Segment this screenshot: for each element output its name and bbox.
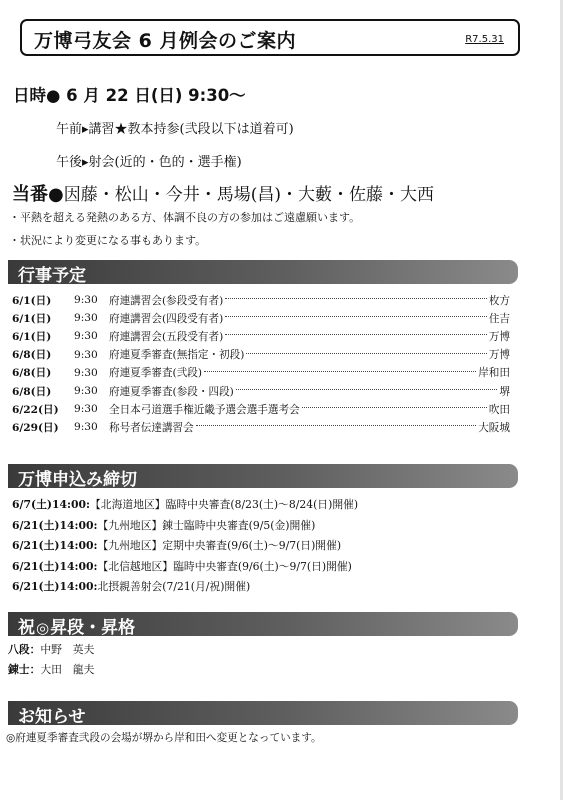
event-place: 枚方 [488, 294, 510, 307]
leader-dots [225, 316, 487, 317]
event-time: 9:30 [74, 385, 98, 397]
event-date: 6/8(日) [12, 385, 52, 398]
meeting-datetime: 日時● 6 月 22 日(日) 9:30〜 [13, 86, 246, 105]
event-place: 吹田 [488, 403, 510, 416]
event-place: 岸和田 [478, 367, 510, 380]
event-title: 府連夏季審査(参段・四段) [109, 385, 234, 398]
application-text: 【北信越地区】臨時中央審査(9/6(土)〜9/7(日)開催) [97, 559, 352, 573]
application-row [12, 579, 250, 594]
title-box [20, 19, 520, 56]
applications-section-header [8, 464, 518, 488]
event-title: 府連夏季審査(無指定・初段) [109, 349, 245, 362]
application-deadline: 6/21(土)14:00: [12, 518, 98, 532]
duty-line [12, 180, 434, 206]
event-date: 6/8(日) [12, 367, 52, 380]
promotions-heading: 祝◎昇段・昇格 [18, 618, 136, 638]
application-text: 【九州地区】錬士臨時中央審査(9/5(金)開催) [97, 518, 316, 532]
leader-dots [246, 353, 486, 354]
event-title: 全日本弓道選手権近畿予選会選手選考会 [109, 403, 300, 416]
event-time: 9:30 [74, 312, 98, 325]
event-row [12, 310, 510, 326]
application-deadline: 6/21(土)14:00: [12, 539, 98, 552]
event-row [12, 292, 510, 308]
application-row [12, 497, 358, 512]
application-text: 北摂親善射会(7/21(月/祝)開催) [97, 580, 251, 593]
promotion-rank: 八段： [8, 643, 41, 656]
event-row [12, 328, 510, 344]
events-heading: 行事予定 [18, 266, 86, 286]
duty-label: 当番● [12, 184, 64, 205]
event-title: 府連夏季審査(弐段) [109, 367, 203, 380]
promotion-row [8, 662, 94, 677]
event-title: 府連講習会(五段受有者) [109, 330, 224, 343]
event-row [12, 401, 510, 417]
applications-heading: 万博申込み締切 [18, 470, 137, 490]
application-deadline: 6/21(土)14:00: [12, 559, 98, 573]
leader-dots [204, 371, 476, 372]
application-text: 【九州地区】定期中央審査(9/6(土)〜9/7(日)開催) [97, 539, 342, 552]
event-title: 称号者伝達講習会 [109, 421, 194, 434]
celebration-ring-icon: ◎ [36, 619, 50, 637]
event-date: 6/8(日) [12, 349, 52, 362]
event-time: 9:30 [74, 294, 98, 306]
event-place: 万博 [488, 349, 510, 362]
event-row [12, 383, 510, 399]
event-row [12, 419, 510, 435]
promotion-rank: 錬士： [8, 663, 41, 676]
application-row [12, 538, 341, 553]
event-time: 9:30 [74, 348, 98, 361]
application-row [12, 559, 352, 574]
event-time: 9:30 [74, 403, 98, 416]
application-row [12, 518, 315, 533]
morning-schedule: 午前▸講習★教本持参(弐段以下は道着可) [56, 122, 294, 137]
event-place: 万博 [488, 330, 510, 343]
event-time: 9:30 [74, 366, 98, 379]
event-time: 9:30 [74, 421, 98, 434]
leader-dots [225, 298, 487, 299]
application-text: 【北海道地区】臨時中央審査(8/23(土)〜8/24(日)開催) [90, 498, 359, 511]
promotion-name: 中野 英夫 [40, 643, 95, 656]
events-section-header [8, 260, 518, 284]
event-date: 6/1(日) [12, 294, 52, 307]
event-place: 堺 [499, 385, 510, 398]
event-date: 6/1(日) [12, 330, 52, 343]
leader-dots [196, 425, 476, 426]
event-title: 府連講習会(参段受有者) [109, 294, 224, 307]
event-date: 6/1(日) [12, 312, 52, 325]
application-deadline: 6/7(土)14:00: [12, 498, 91, 511]
leader-dots [302, 407, 487, 408]
page-title: 万博弓友会 6 月例会のご案内 [34, 30, 296, 52]
event-time: 9:30 [74, 330, 98, 343]
promotions-section-header [8, 612, 518, 636]
event-date: 6/22(日) [12, 403, 59, 416]
event-row [12, 347, 510, 363]
leader-dots [225, 334, 487, 335]
application-deadline: 6/21(土)14:00: [12, 580, 98, 593]
issue-date: R7.5.31 [465, 34, 504, 45]
event-date: 6/29(日) [12, 421, 59, 434]
notice-heading: お知らせ [18, 707, 86, 727]
event-row [12, 365, 510, 381]
note-change: ・状況により変更になる事もあります。 [9, 234, 207, 247]
event-place: 大阪城 [478, 421, 510, 434]
note-fever: ・平熱を超える発熱のある方、体調不良の方の参加はご遠慮願います。 [9, 211, 361, 224]
event-title: 府連講習会(四段受有者) [109, 312, 224, 325]
promotion-row [8, 642, 94, 657]
notice-text: ◎府連夏季審査弐段の会場が堺から岸和田へ変更となっています。 [6, 732, 322, 744]
promotion-name: 大田 龍夫 [40, 663, 95, 676]
leader-dots [236, 389, 498, 390]
afternoon-schedule: 午後▸射会(近的・色的・選手権) [56, 155, 242, 170]
duty-names: 因藤・松山・今井・馬場(昌)・大藪・佐藤・大西 [63, 185, 434, 205]
notice-section-header [8, 701, 518, 725]
event-place: 住吉 [488, 312, 510, 325]
